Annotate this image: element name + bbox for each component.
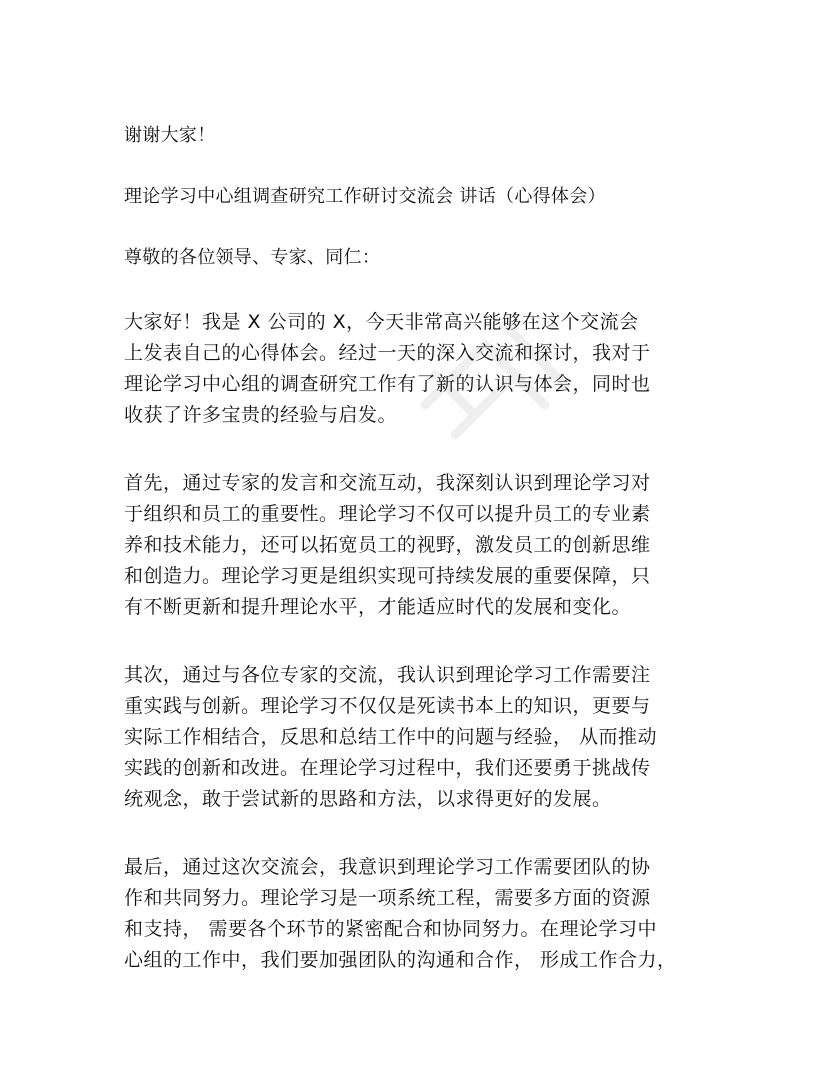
paragraph-line: 和创造力。理论学习更是组织实现可持续发展的重要保障，只: [124, 565, 651, 587]
paragraph-line: 和支持， 需要各个环节的紧密配合和协同努力。在理论学习中: [124, 918, 658, 940]
paragraph-line: 实际工作相结合，反思和总结工作中的问题与经验， 从而推动: [124, 726, 658, 748]
paragraph-second-point: [124, 660, 714, 815]
paragraph-line: 于组织和员工的重要性。理论学习不仅可以提升员工的专业素: [124, 503, 651, 525]
speech-title: 理论学习中心组调查研究工作研讨交流会 讲话（心得体会）: [124, 186, 606, 207]
paragraph-line: 其次，通过与各位专家的交流，我认识到理论学习工作需要注: [124, 664, 651, 686]
paragraph-line: 心组的工作中，我们要加强团队的沟通和合作， 形成工作合力，: [124, 949, 677, 971]
paragraph-greeting: [124, 307, 714, 431]
paragraph-line: 有不断更新和提升理论水平，才能适应时代的发展和变化。: [124, 596, 632, 618]
paragraph-line: 统观念，敢于尝试新的思路和方法，以求得更好的发展。: [124, 788, 612, 810]
paragraph-line: 理论学习中心组的调查研究工作有了新的认识与体会，同时也: [124, 373, 651, 395]
paragraph-line: 大家好！我是 X 公司的 X，今天非常高兴能够在这个交流会: [124, 311, 639, 333]
paragraph-line: 收获了许多宝贵的经验与启发。: [124, 404, 398, 426]
paragraph-final-point: [124, 852, 714, 976]
closing-remark: 谢谢大家！: [124, 125, 216, 146]
paragraph-line: 实践的创新和改进。在理论学习过程中，我们还要勇于挑战传: [124, 757, 651, 779]
paragraph-line: 最后，通过这次交流会，我意识到理论学习工作需要团队的协: [124, 856, 651, 878]
paragraph-line: 重实践与创新。理论学习不仅仅是死读书本上的知识，更要与: [124, 695, 651, 717]
paragraph-line: 上发表自己的心得体会。经过一天的深入交流和探讨，我对于: [124, 342, 651, 364]
paragraph-line: 养和技术能力，还可以拓宽员工的视野，激发员工的创新思维: [124, 534, 651, 556]
paragraph-first-point: [124, 468, 714, 623]
paragraph-line: 作和共同努力。理论学习是一项系统工程，需要多方面的资源: [124, 887, 651, 909]
salutation: 尊敬的各位领导、专家、同仁：: [124, 247, 381, 268]
document-body: [124, 126, 714, 1013]
paragraph-line: 首先，通过专家的发言和交流互动，我深刻认识到理论学习对: [124, 472, 651, 494]
